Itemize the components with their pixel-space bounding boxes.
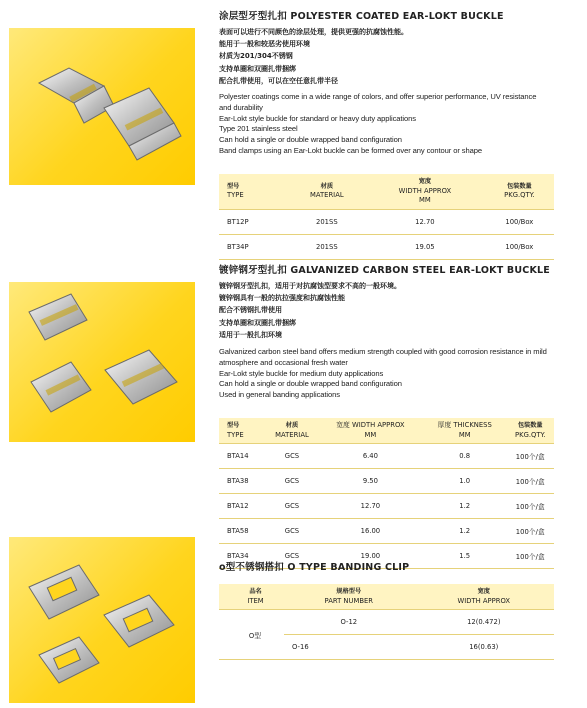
header-text: MM	[419, 196, 431, 204]
table-cell: BT34P	[219, 234, 289, 259]
table-cell: GCS	[266, 444, 318, 469]
desc-zh-line: 表面可以进行不同颜色的涂层处理，提供更强的抗腐蚀性能。	[219, 28, 408, 36]
table-cell: 12(0.472)	[414, 610, 554, 635]
desc-zh-line: 能用于一般和较恶劣使用环境	[219, 40, 310, 49]
col-header-thickness	[423, 418, 507, 444]
table-cell: 1.2	[423, 519, 507, 544]
header-text: PART NUMBER	[324, 596, 374, 605]
table-cell: GCS	[266, 469, 318, 494]
table-cell: BTA58	[219, 519, 266, 544]
table-cell: 100/Box	[485, 234, 554, 259]
photo-coated-buckles	[9, 28, 195, 185]
table-cell: 100/Box	[485, 209, 554, 234]
clip-image-1	[29, 565, 99, 619]
table-cell: 100个/盒	[506, 444, 554, 469]
table-cell: 19.00	[318, 544, 423, 569]
header-text: PKG.QTY.	[515, 430, 546, 439]
table-cell: O-12	[284, 610, 414, 635]
desc-zh-line: 支持单圈和双圈扎带捆绑	[219, 318, 296, 327]
desc-zh-line: 支持单圈和双圈扎带捆绑	[219, 64, 296, 73]
header-text: MATERIAL	[310, 191, 344, 200]
table-cell: GCS	[266, 544, 318, 569]
desc-en-line: atmosphere and occasional fresh water	[219, 357, 348, 367]
desc-zh-line: 配合扎带使用，可以在空任意扎带半径	[219, 76, 338, 85]
table-cell: BT12P	[219, 209, 289, 234]
buckle-image-1	[29, 294, 87, 340]
header-text: 宽度	[477, 588, 490, 595]
header-text: WIDTH APPROX	[457, 596, 511, 605]
col-header-width	[365, 174, 485, 209]
desc-en-line: Polyester coatings come in a wide range of colors, and offer superior performance, UV resistance	[219, 92, 537, 101]
header-text: 包装数量	[506, 182, 532, 190]
table-row	[219, 494, 554, 519]
buckle-image-1	[39, 68, 114, 123]
desc-en-line: Type 201 stainless steel	[219, 124, 298, 134]
table-cell: 16(0.63)	[414, 635, 554, 660]
spec-table-coated	[219, 174, 554, 260]
col-header-part-number	[284, 584, 414, 610]
header-text: MM	[458, 430, 471, 439]
col-header-type	[219, 174, 289, 209]
header-text: ITEM	[247, 596, 264, 605]
clip-image-2	[104, 595, 174, 647]
col-header-material	[266, 418, 318, 444]
section-title: 镀锌钢牙型扎扣 GALVANIZED CARBON STEEL EAR-LOKT BUCKLE	[219, 265, 550, 276]
desc-zh-line: 配合不锈钢扎带使用	[219, 306, 282, 315]
table-row	[219, 469, 554, 494]
header-text: 材质	[320, 182, 334, 190]
col-header-width	[414, 584, 554, 610]
buckle-image-2	[104, 88, 181, 160]
table-row	[219, 234, 554, 259]
table-cell: 1.5	[423, 544, 507, 569]
table-cell: 9.50	[318, 469, 423, 494]
desc-zh-line: 镀锌钢牙型扎扣，适用于对抗腐蚀型要求不高的一般环境。	[219, 282, 401, 290]
desc-en-line: Used in general banding applications	[219, 390, 340, 400]
header-text: 型号	[227, 182, 240, 190]
header-text: 包装数量	[517, 422, 543, 429]
desc-en-line: Ear-Lokt style buckle for medium duty applications	[219, 368, 384, 378]
header-text: 品名	[249, 588, 262, 595]
table-cell: 201SS	[289, 209, 366, 234]
table-cell: 100个/盒	[506, 469, 554, 494]
table-cell: 100个/盒	[506, 494, 554, 519]
col-header-material	[289, 174, 366, 209]
header-text: 型号	[227, 422, 240, 429]
photo-galvanized-buckles	[9, 282, 195, 442]
table-row	[219, 519, 554, 544]
desc-zh-line: 材质为201/304不锈钢	[219, 52, 293, 61]
section-title: o型不锈钢搭扣 O TYPE BANDING CLIP	[219, 562, 410, 573]
table-row	[219, 610, 554, 635]
table-cell: GCS	[266, 519, 318, 544]
table-row	[219, 444, 554, 469]
buckle-image-3	[105, 350, 177, 404]
section-coated-en	[219, 92, 585, 157]
table-cell: 0.8	[423, 444, 507, 469]
table-cell: 16.00	[318, 519, 423, 544]
section-galvanized-en	[219, 347, 585, 401]
clip-image-3	[39, 637, 99, 683]
section-coated	[219, 8, 585, 87]
col-header-qty	[506, 418, 554, 444]
table-cell: BTA12	[219, 494, 266, 519]
desc-zh-line: 镀锌钢具有一般的抗拉强度和抗腐蚀性能	[219, 294, 345, 303]
col-header-width	[318, 418, 423, 444]
col-header-qty	[485, 174, 554, 209]
col-header-item	[219, 584, 284, 610]
buckle-image-2	[31, 362, 91, 412]
desc-en-line: Can hold a single or double wrapped band configuration	[219, 379, 402, 389]
table-cell: GCS	[266, 494, 318, 519]
table-cell: 201SS	[289, 234, 366, 259]
desc-en-line: Can hold a single or double wrapped band configuration	[219, 135, 402, 145]
header-text: PKG.QTY.	[504, 191, 535, 200]
section-title: 涂层型牙型扎扣 POLYESTER COATED EAR-LOKT BUCKLE	[219, 11, 504, 22]
header-text: MATERIAL	[275, 430, 309, 439]
header-text: 规格型号	[336, 588, 362, 595]
desc-en-line: Band clamps using an Ear-Lokt buckle can be formed over any contour or shape	[219, 145, 482, 155]
desc-en-line: and durability	[219, 102, 263, 112]
header-text: TYPE	[227, 430, 244, 439]
photo-o-type-clips	[9, 537, 195, 703]
table-cell: 12.70	[365, 209, 485, 234]
table-row	[219, 209, 554, 234]
table-cell: 12.70	[318, 494, 423, 519]
header-text: WIDTH APPROX	[398, 186, 452, 195]
table-cell: BTA14	[219, 444, 266, 469]
header-text: 宽度 WIDTH APPROX	[336, 421, 405, 429]
table-cell: 19.05	[365, 234, 485, 259]
header-text: TYPE	[227, 191, 244, 200]
spec-table-o-type	[219, 584, 554, 660]
table-cell: 100个/盒	[506, 544, 554, 569]
header-text: 宽度	[418, 178, 432, 185]
desc-zh-line: 适用于一般扎扣环境	[219, 330, 282, 339]
header-text: MM	[364, 430, 377, 439]
spec-table-galvanized	[219, 418, 554, 569]
header-text: 材质	[285, 422, 299, 429]
table-cell: BTA34	[219, 544, 266, 569]
table-cell: 1.2	[423, 494, 507, 519]
desc-en-line: Galvanized carbon steel band offers medium strength coupled with good corrosion resistance in mild	[219, 347, 547, 356]
item-name: O型	[219, 610, 284, 660]
table-cell: 1.0	[423, 469, 507, 494]
table-cell: 100个/盒	[506, 519, 554, 544]
section-galvanized	[219, 262, 585, 341]
col-header-type	[219, 418, 266, 444]
table-cell: O-16	[284, 635, 414, 660]
desc-en-line: Ear-Lokt style buckle for standard or heavy duty applications	[219, 113, 416, 123]
section-o-type	[219, 559, 585, 573]
header-text: 厚度 THICKNESS	[437, 421, 492, 429]
table-cell: BTA38	[219, 469, 266, 494]
table-cell: 6.40	[318, 444, 423, 469]
